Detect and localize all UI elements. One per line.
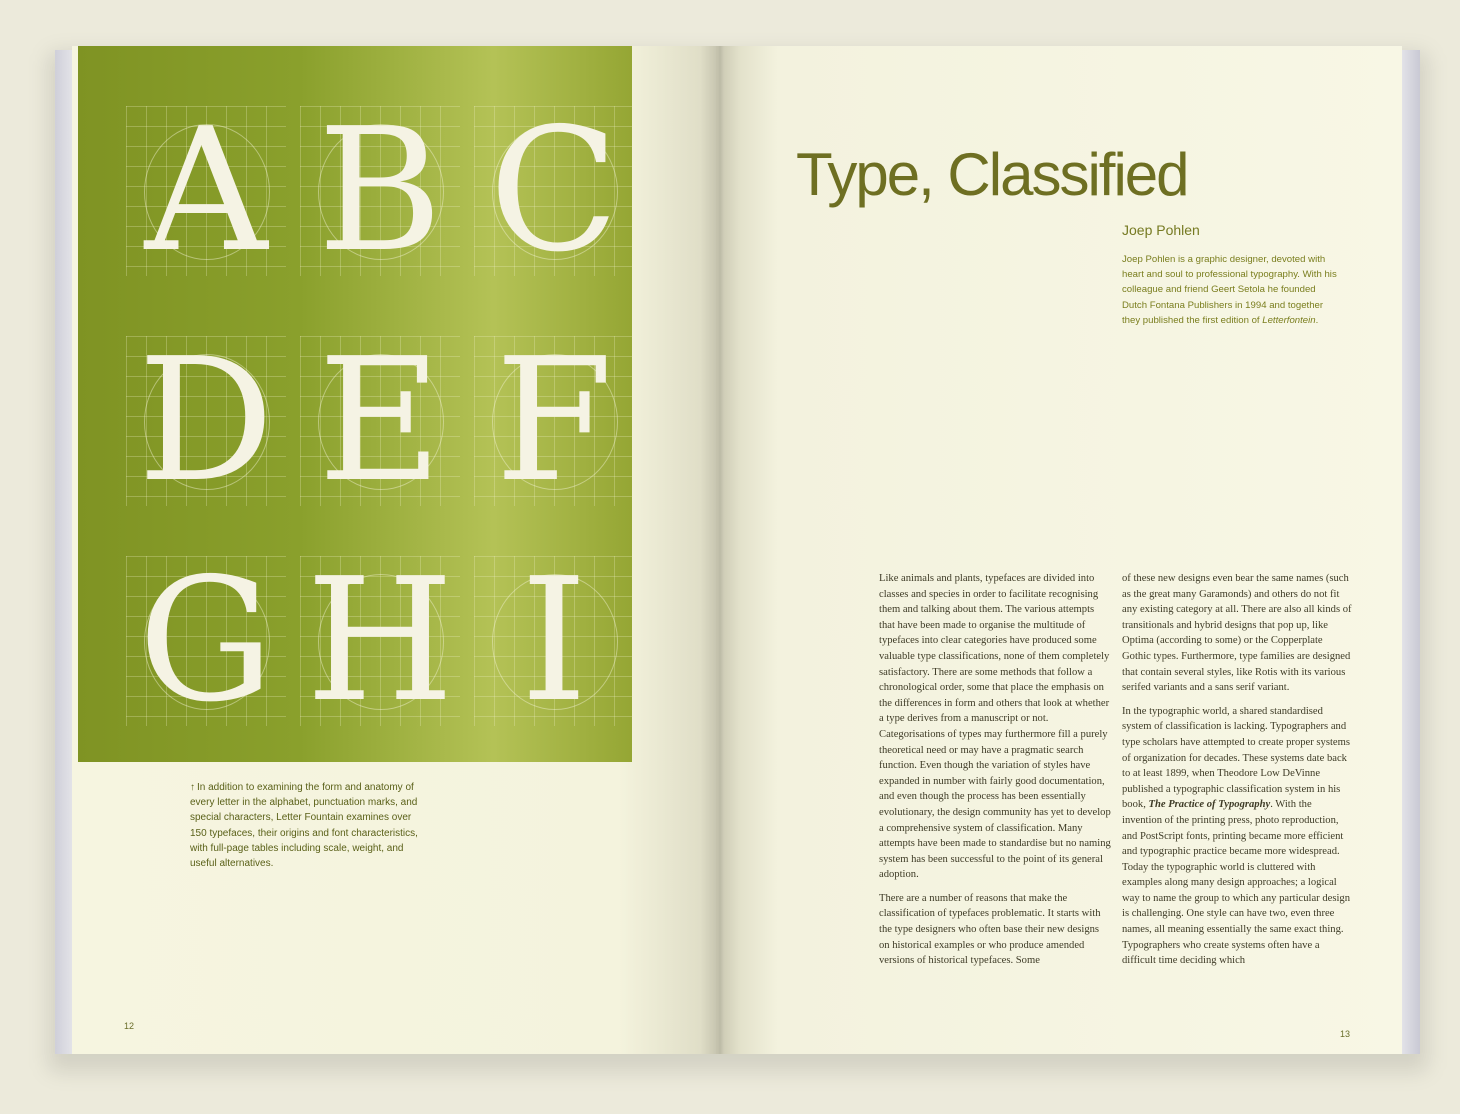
article-title: Type, Classified	[796, 141, 1188, 208]
author-bio	[1122, 252, 1342, 328]
letter-cell-a	[126, 92, 286, 290]
letter-glyph: I	[520, 542, 588, 740]
bio-text: Joep Pohlen is a graphic designer, devoted with heart and soul to professional typography. With his colleague and friend Geert Setola he founded Dutch Fontana Publishers in 1994 and together they published the first edition of	[1122, 254, 1337, 326]
page-number-left: 12	[124, 1021, 135, 1031]
image-caption	[190, 780, 422, 871]
paragraph: Like animals and plants, typefaces are divided into classes and species in order to facilitate recognising them and talking about them. The various attempts that have been made to organise the multitude of typefaces into clear categories have produced some valuable type classifications, none of them completely satisfactory. There are some methods that follow a chronological order, some that place the emphasis on the differences in form and others that look at whether a type derives from a manuscript or not. Categorisations of types may furthermore fill a purely theoretical need or may have a pragmatic search function. Even though the variation of styles have expanded in number with fairly good documentation, and even though the process has been essentially evolutionary, the design community has yet to develop a comprehensive system of classification. Many attempts have been made to standardise but no naming system has been successful to the point of its general adoption.	[879, 573, 1111, 881]
letter-glyph: B	[317, 92, 443, 290]
letter-cell-e	[300, 322, 460, 520]
paragraph-start: In the typographic world, a shared standardised system of classification is lacking. Typographers and type scholars have attempted to create proper systems of organization for decades. These systems date back to at least 1899, when Theodore Low DeVinne published a typographic classification system in his book,	[1122, 705, 1350, 811]
paragraph: of these new designs even bear the same names (such as the great many Garamonds) and others do not fit any existing category at all. There are also all kinds of transitionals and hybrid designs that pop up, like Optima (according to some) or the Copperplate Gothic types. Furthermore, type families are designed that contain several styles, like Rotis with its various serifed variants and a sans serif variant.	[1122, 573, 1352, 694]
letter-glyph: D	[137, 322, 275, 520]
letter-glyph: E	[317, 322, 443, 520]
letter-glyph: A	[144, 92, 268, 290]
letter-cell-d	[126, 322, 286, 520]
right-page[interactable]	[716, 46, 1402, 1054]
book-title: The Practice of Typography	[1148, 799, 1271, 811]
letter-cell-h	[300, 542, 460, 740]
letter-cell-c	[474, 92, 634, 290]
letter-glyph: G	[138, 542, 274, 740]
body-column-1	[879, 571, 1111, 977]
letter-glyph: H	[305, 542, 455, 740]
arrow-up-icon: ↑	[190, 782, 195, 793]
letter-cell-f	[474, 322, 634, 520]
letter-grid-illustration	[78, 46, 632, 762]
letter-cell-g	[126, 542, 286, 740]
paragraph: There are a number of reasons that make the classification of typefaces problematic. It starts with the type designers who often base their new designs on historical examples or who produce amended versions of historical typefaces. Some	[879, 892, 1101, 967]
bio-book-title: Letterfontein	[1262, 314, 1316, 326]
author-name: Joep Pohlen	[1122, 222, 1200, 238]
letter-cell-b	[300, 92, 460, 290]
bio-end: .	[1315, 314, 1319, 326]
letter-cell-i	[474, 542, 634, 740]
paragraph	[1122, 704, 1354, 969]
left-page[interactable]	[72, 46, 716, 1054]
page-number-right: 13	[1340, 1029, 1351, 1039]
letter-glyph: F	[495, 322, 613, 520]
paragraph-rest: . With the invention of the printing press, photo reproduction, and PostScript fonts, printing became more efficient and typographic practice became more widespread. Today the typographic world is cluttered with examples along many design approaches; a logical way to name the group to which any particular design is challenging. One style can have two, even three names, all meaning essentially the same exact thing. Typographers who create systems often have a difficult time deciding which	[1122, 799, 1350, 967]
body-column-2	[1122, 571, 1354, 977]
caption-text: In addition to examining the form and anatomy of every letter in the alphabet, punctuation marks, and special characters, Letter Fountain examines over 150 typefaces, their origins and font characteristics, with full-page tables including scale, weight, and useful alternatives.	[190, 782, 418, 870]
letter-glyph: C	[488, 92, 620, 290]
